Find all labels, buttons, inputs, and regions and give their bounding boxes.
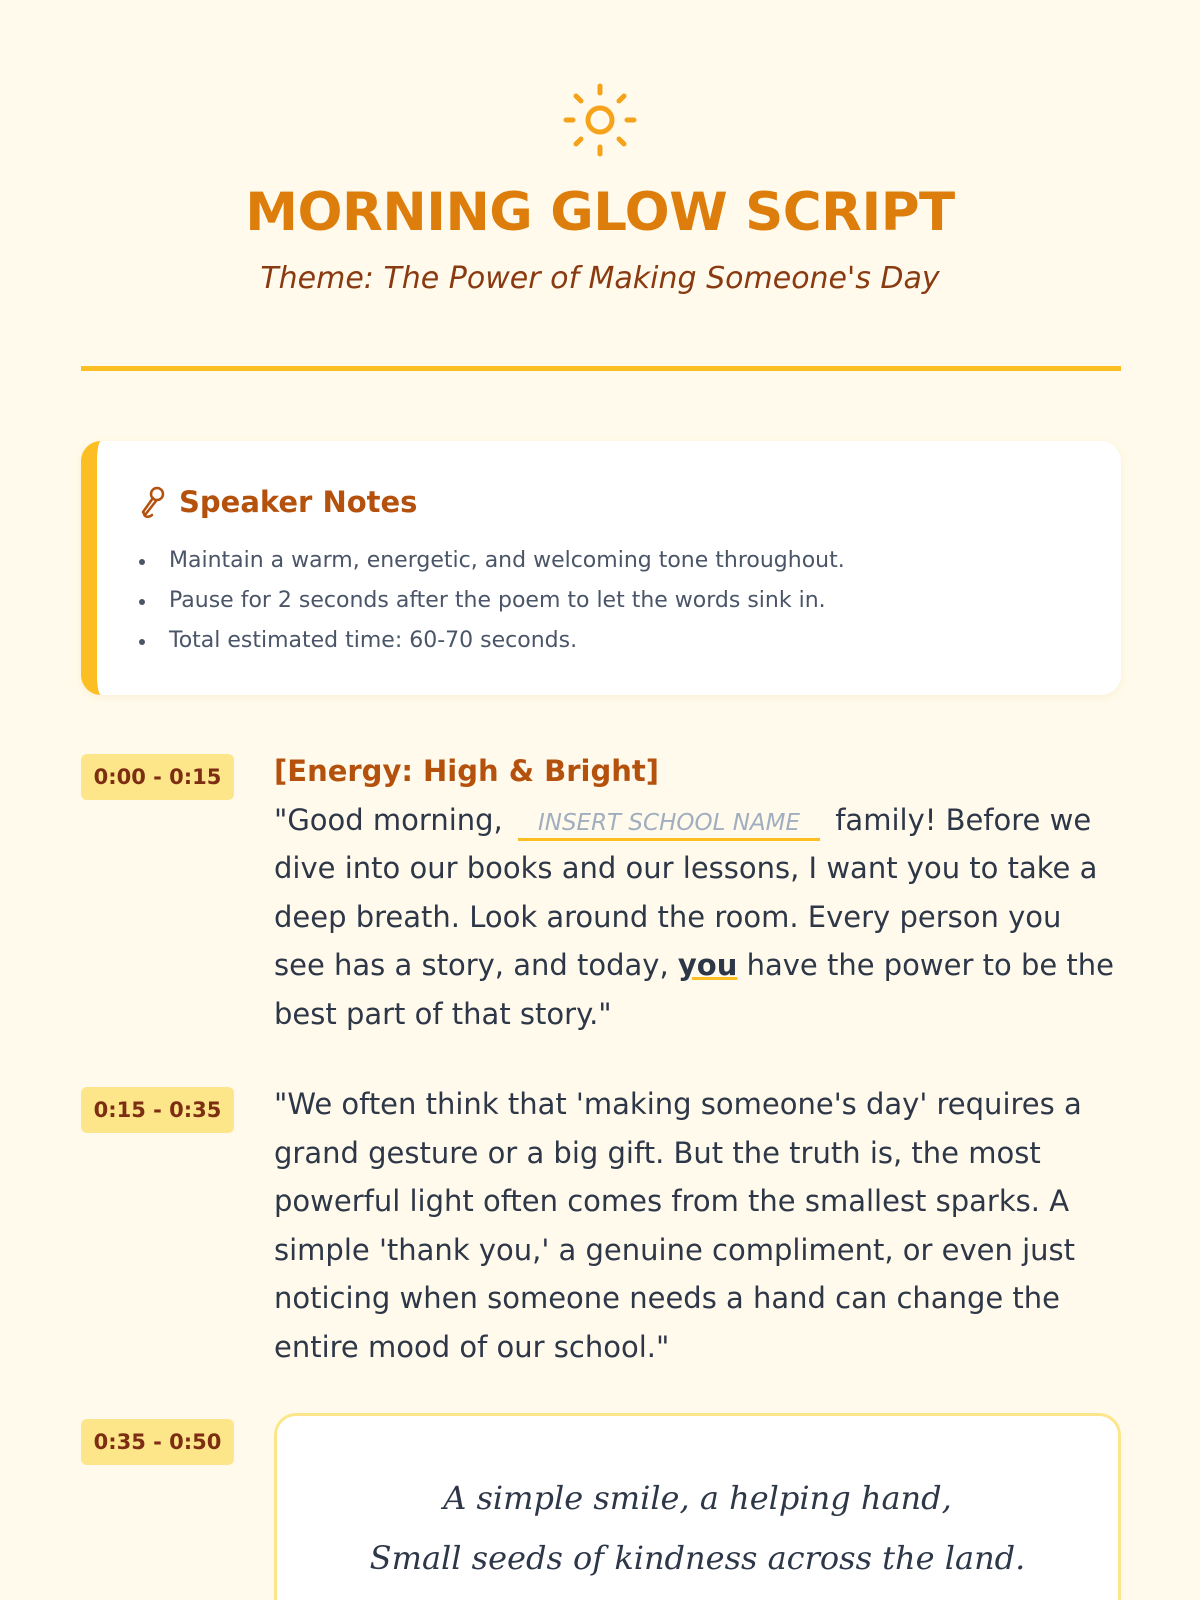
segment-text [274, 747, 1121, 1038]
school-name-placeholder[interactable]: INSERT SCHOOL NAME [518, 808, 820, 841]
page-header [0, 0, 1200, 296]
microphone-icon [139, 485, 167, 519]
time-badge: 0:00 - 0:15 [81, 754, 234, 800]
segment-text-part: have the power to be the best part of that story." [274, 948, 1115, 1031]
header-divider [81, 366, 1121, 371]
sun-icon [560, 80, 640, 160]
speaker-notes-list [139, 541, 1081, 661]
page-title: MORNING GLOW SCRIPT [245, 182, 955, 243]
note-item: Total estimated time: 60-70 seconds. [139, 621, 1081, 661]
page-subtitle: Theme: The Power of Making Someone's Day [260, 261, 940, 296]
segment-text-part: family! Before we dive into our books and our lessons, I want you to take a deep breath. Look around the room. Every person you see has a story, and today, [274, 802, 1098, 982]
note-item: Pause for 2 seconds after the poem to let the words sink in. [139, 581, 1081, 621]
poem-line: Small seeds of kindness across the land. [369, 1539, 1026, 1577]
time-badge: 0:35 - 0:50 [81, 1419, 234, 1465]
speaker-notes-title: Speaker Notes [179, 485, 418, 519]
poem-line: A simple smile, a helping hand, [443, 1479, 952, 1517]
segment-text-part: "Good morning, [274, 802, 512, 837]
energy-cue: [Energy: High & Bright] [274, 754, 660, 788]
poem-card [274, 1413, 1121, 1600]
speaker-notes-card [81, 441, 1121, 695]
emphasis-word: you [677, 948, 738, 982]
time-badge: 0:15 - 0:35 [81, 1087, 234, 1133]
speaker-notes-header [139, 485, 1081, 519]
note-item: Maintain a warm, energetic, and welcoming tone throughout. [139, 541, 1081, 581]
segment-text: "We often think that 'making someone's day' requires a grand gesture or a big gift. But the truth is, the most powerful light often comes from the smallest sparks. A simple 'thank you,' a genuine compliment, or even just noticing when someone needs a hand can change the entire mood of our school." [274, 1087, 1082, 1364]
